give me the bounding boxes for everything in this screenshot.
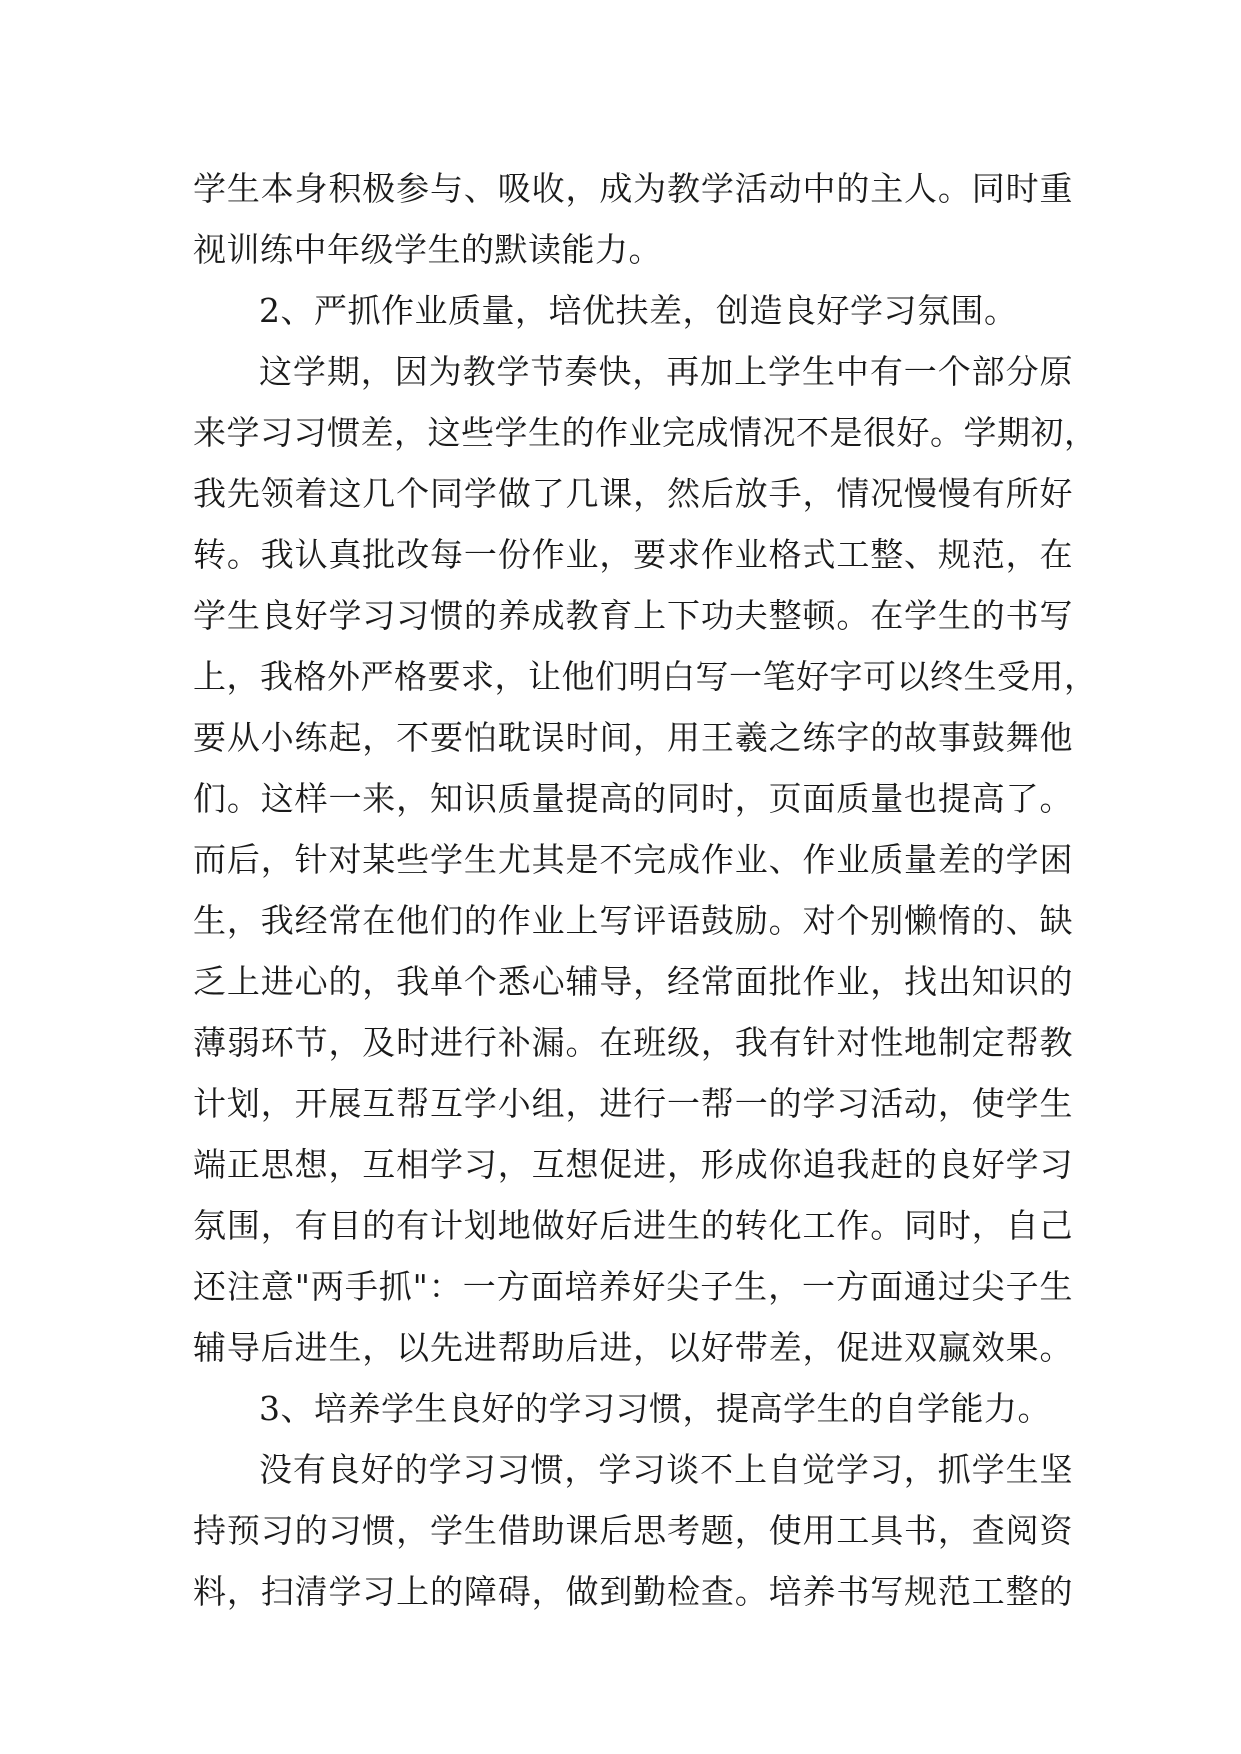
text-line: 薄弱环节，及时进行补漏。在班级，我有针对性地制定帮教 [193,1023,1073,1062]
document-body [193,158,1098,1622]
text-line: 学生良好学习习惯的养成教育上下功夫整顿。在学生的书写 [193,596,1073,635]
text-line: 乏上进心的，我单个悉心辅导，经常面批作业，找出知识的 [193,962,1073,1001]
text-line: 们。这样一来，知识质量提高的同时，页面质量也提高了。 [193,779,1073,818]
text-line: 我先领着这几个同学做了几课，然后放手，情况慢慢有所好 [193,474,1073,513]
text-line: 转。我认真批改每一份作业，要求作业格式工整、规范，在 [193,535,1073,574]
text-line: 来学习习惯差，这些学生的作业完成情况不是很好。学期初， [193,413,1098,452]
text-line: 3、培养学生良好的学习习惯，提高学生的自学能力。 [259,1389,1051,1428]
text-line: 学生本身积极参与、吸收，成为教学活动中的主人。同时重 [193,169,1073,208]
text-line: 端正思想，互相学习，互想促进，形成你追我赶的良好学习 [193,1145,1073,1184]
text-line: 2、严抓作业质量，培优扶差，创造良好学习氛围。 [259,291,1018,330]
text-line: 这学期，因为教学节奏快，再加上学生中有一个部分原 [259,352,1073,391]
text-line: 持预习的习惯，学生借助课后思考题，使用工具书，查阅资 [193,1511,1073,1550]
text-line: 氛围，有目的有计划地做好后进生的转化工作。同时，自己 [193,1206,1073,1245]
text-line: 料，扫清学习上的障碍，做到勤检查。培养书写规范工整的 [193,1572,1073,1611]
text-line: 没有良好的学习习惯，学习谈不上自觉学习，抓学生坚 [259,1450,1073,1489]
text-line: 视训练中年级学生的默读能力。 [193,230,662,269]
text-line: 还注意"两手抓"：一方面培养好尖子生，一方面通过尖子生 [193,1267,1073,1306]
text-line: 生，我经常在他们的作业上写评语鼓励。对个别懒惰的、缺 [193,901,1073,940]
text-line: 而后，针对某些学生尤其是不完成作业、作业质量差的学困 [193,840,1073,879]
text-line: 辅导后进生，以先进帮助后进，以好带差，促进双赢效果。 [193,1328,1073,1367]
text-line: 计划，开展互帮互学小组，进行一帮一的学习活动，使学生 [193,1084,1073,1123]
text-line: 上，我格外严格要求，让他们明白写一笔好字可以终生受用， [193,657,1098,696]
text-line: 要从小练起，不要怕耽误时间，用王羲之练字的故事鼓舞他 [193,718,1073,757]
